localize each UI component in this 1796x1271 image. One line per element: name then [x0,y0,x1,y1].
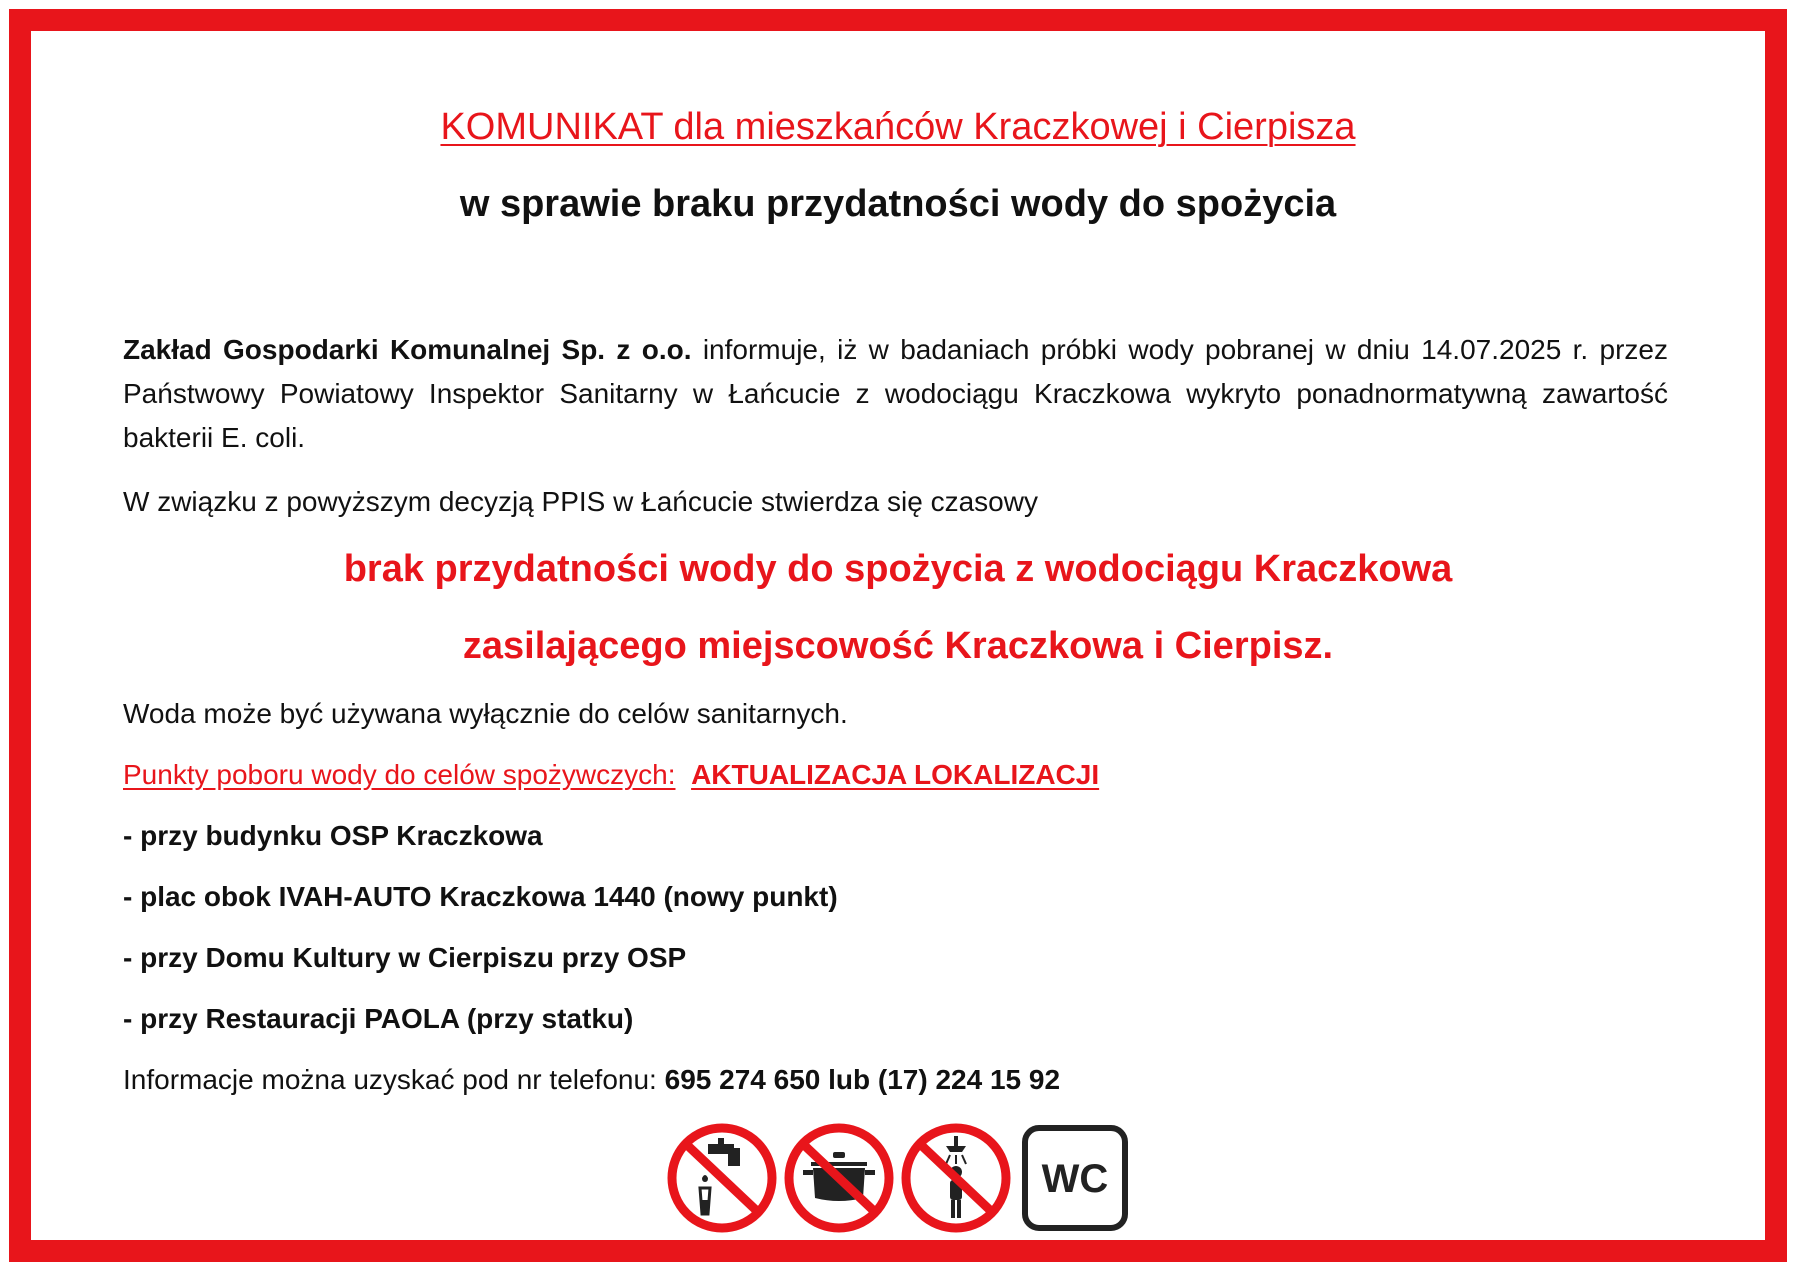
points-label: Punkty poboru wody do celów spożywczych: [123,759,676,790]
headline-line-1: brak przydatności wody do spożycia z wodociągu Kraczkowa [343,548,1453,590]
company-name: Zakład Gospodarki Komunalnej Sp. z o.o. [123,334,692,365]
wc-icon [1019,1122,1131,1234]
point-item-ivah-auto: - plac obok IVAH-AUTO Kraczkowa 1440 (nowy punkt) [123,881,838,912]
no-shower-icon [900,1122,1012,1234]
point-item-restauracja-paola: - przy Restauracji PAOLA (przy statku) [123,1003,634,1034]
notice-title: KOMUNIKAT dla mieszkańców Kraczkowej i Cierpisza [440,106,1356,148]
no-drinking-icon [666,1122,778,1234]
point-item-dom-kultury: - przy Domu Kultury w Cierpiszu przy OSP [123,942,687,973]
decision-text: W związku z powyższym decyzją PPIS w Łańcucie stwierdza się czasowy [123,486,1038,517]
sanitary-use-text: Woda może być używana wyłącznie do celów sanitarnych. [123,698,848,729]
point-item-osp-kraczkowa: - przy budynku OSP Kraczkowa [123,820,543,851]
headline-line-2: zasilającego miejscowość Kraczkowa i Cierpisz. [462,625,1334,667]
points-heading [123,759,1099,791]
points-update-label: AKTUALIZACJA LOKALIZACJI [691,759,1100,790]
usage-icons-row [663,1122,1133,1234]
contact-label: Informacje można uzyskać pod nr telefonu: [123,1064,665,1095]
intro-paragraph [123,328,1668,460]
notice-subtitle: w sprawie braku przydatności wody do spożycia [459,183,1337,225]
intro-text: informuje, iż w badaniach próbki wody pobranej w dniu 14.07.2025 r. przez Państwowy Powiatowy Inspektor Sanitarny w Łańcucie z wodociągu Kraczkowa wykryto ponadnormatywną zawartość bakterii E. coli. [123,334,1668,453]
contact-phone-numbers: 695 274 650 lub (17) 224 15 92 [664,1064,1061,1095]
contact-line [123,1064,1060,1096]
svg-text:WC: WC [1041,1157,1109,1201]
no-cooking-icon [783,1122,895,1234]
